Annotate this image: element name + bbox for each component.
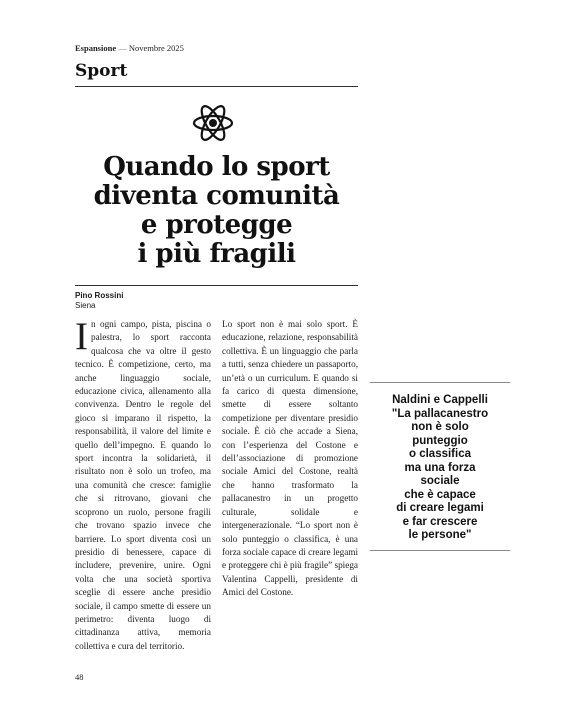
pullquote-line: e far crescere xyxy=(402,515,478,528)
running-header xyxy=(75,43,184,53)
pullquote-line: le persone" xyxy=(408,529,472,541)
drop-cap: I xyxy=(75,315,88,358)
pullquote-line: che è capace xyxy=(404,488,476,501)
title-line: e protegge xyxy=(140,210,293,240)
page-number: 48 xyxy=(75,672,84,682)
body-column-1 xyxy=(75,315,211,653)
author-name: Pino Rossini xyxy=(75,291,124,300)
pullquote-rule-bottom xyxy=(370,550,510,551)
byline xyxy=(75,291,123,311)
title-line: i più fragili xyxy=(137,239,296,269)
header-separator: — xyxy=(118,43,127,53)
pullquote-line: Naldini e Cappelli xyxy=(392,394,488,406)
pullquote-line: non è solo xyxy=(411,421,469,433)
pullquote xyxy=(370,394,510,543)
atom-icon xyxy=(192,102,234,144)
section-rule xyxy=(75,86,358,87)
column-1-text: n ogni campo, pista, piscina o palestra, lo sport racconta qualcosa che va oltre il gesto tecnico. È competizione, certo, ma anche linguaggio sociale, educazione civica, allenamento alla convivenza. Dentro le regole del gioco si imparano il rispetto, la responsabilità, il valore del limite e quello dell’impegno. E quando lo sport incontra la solidarietà, il risultato non è solo un trofeo, ma una comunità che cresce: famiglie che si ritrovano, giovani che scoprono un ruolo, persone fragili che trovano spazio invece che barriere. Lo sport diventa così un presidio di benessere, capace di includere, prevenire, unire. Ogni volta che una società sportiva sceglie di essere anche presidio sociale, il campo smette di essere un perimetro: diventa luogo di cittadinanza attiva, memoria collettiva e cura del territorio. xyxy=(75,319,211,651)
pullquote-line: sociale xyxy=(420,475,460,487)
body-column-2 xyxy=(222,318,358,600)
article-title xyxy=(75,153,358,269)
byline-rule xyxy=(75,285,358,286)
issue-date: Novembre 2025 xyxy=(128,43,184,53)
pullquote-line: "La pallacanestro xyxy=(391,407,489,420)
title-line: Quando lo sport xyxy=(103,152,330,182)
section-label: Sport xyxy=(75,61,128,81)
pullquote-rule-top xyxy=(370,382,510,383)
magazine-name: Espansione xyxy=(75,43,117,53)
author-location: Siena xyxy=(75,301,96,310)
column-2-text: Lo sport non è mai solo sport. È educazione, relazione, responsabilità collettiva. È un linguaggio che parla a tutti, senza chiedere un passaporto, un’età o un curriculum. E quando si fa carico di questa dimensione, smette di essere soltanto competizione per diventare presidio sociale. È ciò che accade a Siena, con l’esperienza del Costone e dell’associazione di promozione sociale Amici del Costone, realtà che hanno trasformato la pallacanestro in un progetto culturale, solidale e intergenerazionale. “Lo sport non è solo punteggio o classifica, è una forza sociale capace di creare legami e proteggere chi è più fragile” spiega Valentina Cappelli, presidente di Amici del Costone. xyxy=(222,319,358,598)
pullquote-line: ma una forza xyxy=(404,461,476,474)
pullquote-line: di creare legami xyxy=(396,502,484,514)
pullquote-line: o classifica xyxy=(408,448,471,460)
pullquote-line: punteggio xyxy=(412,434,468,447)
title-line: diventa comunità xyxy=(93,181,340,211)
